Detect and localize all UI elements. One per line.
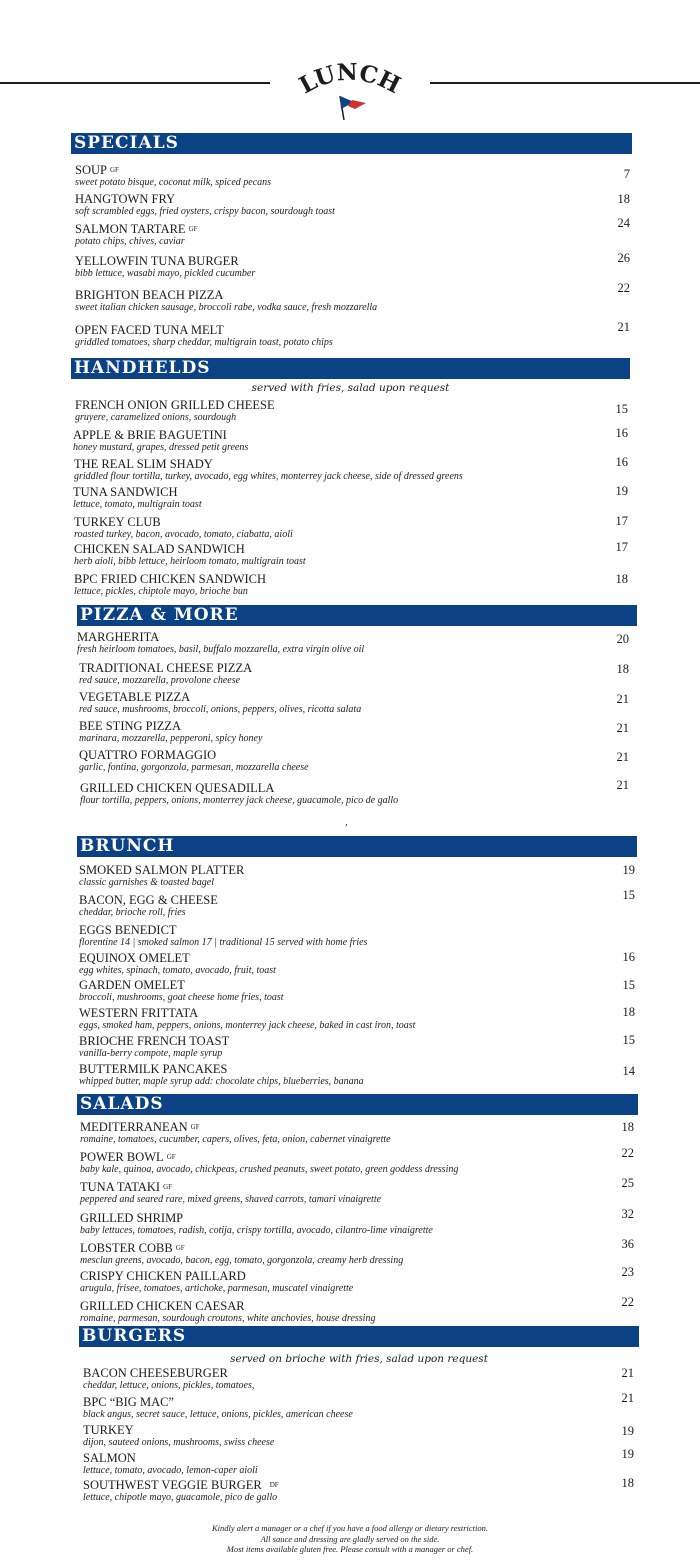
page-title: LUNCH bbox=[294, 62, 405, 100]
item-price: 22 bbox=[621, 1146, 634, 1160]
item-desc: lettuce, tomato, multigrain toast bbox=[73, 499, 202, 510]
menu-item bbox=[77, 630, 637, 656]
item-name: VEGETABLE PIZZA bbox=[79, 690, 191, 704]
item-tag: GF bbox=[166, 1153, 176, 1161]
item-price: 17 bbox=[615, 540, 628, 554]
item-price: 26 bbox=[617, 251, 630, 265]
item-name: HANGTOWN FRY bbox=[75, 192, 176, 206]
section-salads bbox=[77, 1094, 638, 1324]
item-name: TURKEY bbox=[83, 1423, 134, 1437]
item-name: TUNA SANDWICH bbox=[73, 485, 178, 499]
item-price: 15 bbox=[622, 978, 635, 992]
item-price: 20 bbox=[616, 632, 629, 646]
item-price: 19 bbox=[621, 1424, 634, 1438]
item-name: BPC FRIED CHICKEN SANDWICH bbox=[74, 572, 267, 586]
menu-item bbox=[75, 398, 630, 424]
item-desc: marinara, mozzarella, pepperoni, spicy honey bbox=[79, 733, 263, 744]
menu-item bbox=[73, 428, 630, 454]
item-desc: sweet potato bisque, coconut milk, spiced pecans bbox=[75, 177, 272, 188]
menu-item bbox=[74, 515, 630, 541]
section-title: SPECIALS bbox=[71, 133, 632, 154]
flag-icon bbox=[340, 96, 366, 120]
menu-item bbox=[75, 192, 632, 218]
item-price: 16 bbox=[615, 426, 628, 440]
item-name: EGGS BENEDICT bbox=[79, 923, 177, 937]
menu-item bbox=[79, 923, 637, 949]
item-price: 17 bbox=[615, 514, 628, 528]
item-name: MARGHERITA bbox=[77, 630, 160, 644]
menu-item bbox=[75, 216, 632, 248]
item-price: 21 bbox=[616, 778, 629, 792]
allergy-footer bbox=[0, 1523, 700, 1555]
item-price: 7 bbox=[623, 167, 630, 181]
item-price: 16 bbox=[622, 950, 635, 964]
item-desc: eggs, smoked ham, peppers, onions, monterrey jack cheese, baked in cast iron, toast bbox=[79, 1020, 416, 1031]
item-name: SOUP bbox=[75, 163, 107, 177]
item-name: SOUTHWEST VEGGIE BURGER bbox=[83, 1478, 262, 1492]
item-name: THE REAL SLIM SHADY bbox=[74, 457, 213, 471]
item-price: 22 bbox=[621, 1295, 634, 1309]
lunch-logo bbox=[290, 62, 410, 124]
item-tag: GF bbox=[175, 1244, 185, 1252]
item-desc: romaine, parmesan, sourdough croutons, white anchovies, house dressing bbox=[80, 1313, 376, 1324]
section-title: BURGERS bbox=[79, 1326, 639, 1347]
menu-item bbox=[80, 1295, 638, 1325]
item-name: GRILLED SHRIMP bbox=[80, 1211, 184, 1225]
item-price: 22 bbox=[617, 281, 630, 295]
item-desc: potato chips, chives, caviar bbox=[75, 236, 185, 247]
item-name: TURKEY CLUB bbox=[74, 515, 161, 529]
item-desc: flour tortilla, peppers, onions, monterrey jack cheese, guacamole, pico de gallo bbox=[80, 795, 399, 806]
item-name: GARDEN OMELET bbox=[79, 978, 185, 992]
item-name: CHICKEN SALAD SANDWICH bbox=[74, 542, 245, 556]
item-name: BEE STING PIZZA bbox=[79, 719, 182, 733]
item-desc: florentine 14 | smoked salmon 17 | traditional 15 served with home fries bbox=[79, 937, 368, 948]
menu-item bbox=[79, 1034, 637, 1060]
item-price: 18 bbox=[622, 1005, 635, 1019]
item-price: 18 bbox=[621, 1120, 634, 1134]
menu-item bbox=[73, 485, 630, 511]
item-tag: DF bbox=[269, 1481, 279, 1489]
item-price: 14 bbox=[622, 1064, 635, 1078]
menu-item bbox=[79, 661, 637, 687]
menu-item bbox=[83, 1391, 639, 1421]
header-rule-right bbox=[430, 82, 700, 84]
menu-item bbox=[79, 690, 637, 716]
item-price: 15 bbox=[622, 888, 635, 902]
menu-item bbox=[74, 572, 630, 598]
item-desc: mesclun greens, avocado, bacon, egg, tomato, gorgonzola, creamy herb dressing bbox=[80, 1255, 404, 1266]
menu-item bbox=[74, 542, 630, 568]
menu-item bbox=[80, 1176, 638, 1206]
item-price: 21 bbox=[616, 721, 629, 735]
menu-item bbox=[83, 1478, 639, 1504]
item-name: POWER BOWL bbox=[80, 1150, 164, 1164]
item-desc: roasted turkey, bacon, avocado, tomato, ciabatta, aioli bbox=[74, 529, 293, 540]
item-desc: garlic, fontina, gorgonzola, parmesan, mozzarella cheese bbox=[79, 762, 309, 773]
menu-item bbox=[79, 1062, 637, 1088]
item-name: TUNA TATAKI bbox=[80, 1180, 161, 1194]
item-price: 19 bbox=[615, 484, 628, 498]
section-pizza bbox=[77, 605, 637, 806]
menu-item bbox=[79, 951, 637, 977]
menu-item bbox=[80, 1120, 638, 1146]
item-price: 21 bbox=[621, 1366, 634, 1380]
item-desc: griddled tomatoes, sharp cheddar, multigrain toast, potato chips bbox=[75, 337, 333, 348]
menu-item bbox=[80, 1146, 638, 1176]
item-desc: herb aioli, bibb lettuce, heirloom tomato, multigrain toast bbox=[74, 556, 306, 567]
section-brunch bbox=[77, 836, 637, 1087]
item-name: BPC “BIG MAC” bbox=[83, 1395, 174, 1409]
item-desc: black angus, secret sauce, lettuce, onions, pickles, american cheese bbox=[83, 1409, 353, 1420]
item-name: BRIGHTON BEACH PIZZA bbox=[75, 288, 224, 302]
item-name: QUATTRO FORMAGGIO bbox=[79, 748, 217, 762]
menu-item bbox=[79, 888, 637, 919]
item-desc: baby kale, quinoa, avocado, chickpeas, crushed peanuts, sweet potato, green goddess dressing bbox=[80, 1164, 459, 1175]
item-desc: baby lettuces, tomatoes, radish, cotija, crispy tortilla, avocado, cilantro-lime vinaigrette bbox=[80, 1225, 433, 1236]
menu-item bbox=[79, 863, 637, 889]
item-name: CRISPY CHICKEN PAILLARD bbox=[80, 1269, 246, 1283]
item-desc: dijon, sauteed onions, mushrooms, swiss cheese bbox=[83, 1437, 275, 1448]
item-name: EQUINOX OMELET bbox=[79, 951, 190, 965]
item-desc: lettuce, tomato, avocado, lemon-caper aioli bbox=[83, 1465, 258, 1476]
item-desc: romaine, tomatoes, cucumber, capers, olives, feta, onion, cabernet vinaigrette bbox=[80, 1134, 391, 1145]
section-title: SALADS bbox=[77, 1094, 638, 1115]
item-price: 21 bbox=[617, 320, 630, 334]
section-burgers bbox=[79, 1326, 639, 1503]
item-name: BACON, EGG & CHEESE bbox=[79, 893, 218, 907]
item-desc: bibb lettuce, wasabi mayo, pickled cucumber bbox=[75, 268, 256, 279]
item-price: 15 bbox=[622, 1033, 635, 1047]
item-price: 21 bbox=[616, 692, 629, 706]
menu-item bbox=[80, 1207, 638, 1237]
item-price: 21 bbox=[616, 750, 629, 764]
stray-mark: , bbox=[345, 818, 348, 828]
item-desc: red sauce, mozzarella, provolone cheese bbox=[79, 675, 241, 686]
item-price: 25 bbox=[621, 1176, 634, 1190]
item-desc: broccoli, mushrooms, goat cheese home fries, toast bbox=[79, 992, 284, 1003]
item-tag: GF bbox=[109, 166, 119, 174]
item-tag: GF bbox=[163, 1183, 173, 1191]
item-desc: egg whites, spinach, tomato, avocado, fruit, toast bbox=[79, 965, 276, 976]
section-title: BRUNCH bbox=[77, 836, 637, 857]
menu-item bbox=[75, 251, 632, 280]
section-note: served on brioche with fries, salad upon request bbox=[230, 1353, 488, 1365]
svg-text:LUNCH bbox=[295, 62, 405, 99]
item-desc: griddled flour tortilla, turkey, avocado, egg whites, monterrey jack cheese, side of dressed greens bbox=[74, 471, 463, 482]
item-name: FRENCH ONION GRILLED CHEESE bbox=[75, 398, 275, 412]
item-price: 18 bbox=[616, 662, 629, 676]
menu-item bbox=[83, 1447, 639, 1477]
item-price: 15 bbox=[615, 402, 628, 416]
section-specials bbox=[71, 133, 632, 348]
item-tag: GF bbox=[190, 1123, 200, 1131]
item-price: 18 bbox=[617, 192, 630, 206]
menu-item bbox=[79, 748, 637, 774]
item-desc: lettuce, pickles, chiptole mayo, brioche bun bbox=[74, 586, 248, 597]
item-desc: peppered and seared rare, mixed greens, shaved carrots, tamari vinaigrette bbox=[80, 1194, 382, 1205]
menu-item bbox=[80, 778, 637, 807]
item-tag: GF bbox=[188, 225, 198, 233]
item-name: YELLOWFIN TUNA BURGER bbox=[75, 254, 239, 268]
item-name: MEDITERRANEAN bbox=[80, 1120, 188, 1134]
item-price: 18 bbox=[615, 572, 628, 586]
item-price: 16 bbox=[615, 455, 628, 469]
item-name: BACON CHEESEBURGER bbox=[83, 1366, 228, 1380]
item-price: 36 bbox=[621, 1237, 634, 1251]
item-name: SMOKED SALMON PLATTER bbox=[79, 863, 245, 877]
item-price: 18 bbox=[621, 1476, 634, 1490]
section-note: served with fries, salad upon request bbox=[251, 382, 450, 394]
item-name: SALMON bbox=[83, 1451, 136, 1465]
item-name: BUTTERMILK PANCAKES bbox=[79, 1062, 228, 1076]
item-name: SALMON TARTARE bbox=[75, 222, 186, 236]
item-price: 19 bbox=[622, 863, 635, 877]
item-desc: cheddar, lettuce, onions, pickles, tomatoes, bbox=[83, 1380, 255, 1391]
item-name: OPEN FACED TUNA MELT bbox=[75, 323, 224, 337]
menu-item bbox=[80, 1237, 638, 1267]
item-desc: arugula, frisee, tomatoes, artichoke, parmesan, muscatel vinaigrette bbox=[80, 1283, 354, 1294]
item-desc: lettuce, chipotle mayo, guacamole, pico de gallo bbox=[83, 1492, 278, 1503]
section-handhelds bbox=[71, 358, 630, 597]
menu-item bbox=[74, 457, 630, 483]
item-desc: cheddar, brioche roll, fries bbox=[79, 907, 186, 918]
item-name: WESTERN FRITTATA bbox=[79, 1006, 199, 1020]
footer-line: Most items available gluten free. Please consult with a manager or chef. bbox=[226, 1544, 474, 1554]
item-name: GRILLED CHICKEN CAESAR bbox=[80, 1299, 245, 1313]
item-desc: honey mustard, grapes, dressed petit greens bbox=[73, 442, 249, 453]
item-desc: vanilla-berry compote, maple syrup bbox=[79, 1048, 223, 1059]
item-desc: fresh heirloom tomatoes, basil, buffalo mozzarella, extra virgin olive oil bbox=[77, 644, 365, 655]
item-desc: red sauce, mushrooms, broccoli, onions, peppers, olives, ricotta salata bbox=[79, 704, 362, 715]
item-name: GRILLED CHICKEN QUESADILLA bbox=[80, 781, 275, 795]
menu-header bbox=[0, 62, 700, 132]
item-price: 21 bbox=[621, 1391, 634, 1405]
item-desc: sweet italian chicken sausage, broccoli rabe, vodka sauce, fresh mozzarella bbox=[75, 302, 378, 313]
item-name: BRIOCHE FRENCH TOAST bbox=[79, 1034, 230, 1048]
menu-item bbox=[75, 320, 632, 349]
item-desc: gruyere, caramelized onions, sourdough bbox=[75, 412, 237, 423]
menu-item bbox=[79, 719, 637, 745]
item-price: 23 bbox=[621, 1265, 634, 1279]
menu-item bbox=[79, 1006, 637, 1032]
menu-item bbox=[80, 1265, 638, 1295]
footer-line: All sauce and dressing are gladly served on the side. bbox=[260, 1533, 440, 1544]
footer-line: Kindly alert a manager or a chef if you have a food allergy or dietary restriction. bbox=[211, 1523, 489, 1533]
section-title: PIZZA & MORE bbox=[77, 605, 637, 626]
item-desc: soft scrambled eggs, fried oysters, crispy bacon, sourdough toast bbox=[75, 206, 335, 217]
item-desc: classic garnishes & toasted bagel bbox=[79, 877, 214, 888]
item-price: 32 bbox=[621, 1207, 634, 1221]
item-desc: whipped butter, maple syrup add: chocolate chips, blueberries, banana bbox=[79, 1076, 364, 1087]
menu-item bbox=[75, 281, 632, 314]
menu-item bbox=[83, 1366, 639, 1392]
item-name: APPLE & BRIE BAGUETINI bbox=[73, 428, 227, 442]
menu-item bbox=[83, 1423, 639, 1449]
header-rule-left bbox=[0, 82, 270, 84]
item-name: TRADITIONAL CHEESE PIZZA bbox=[79, 661, 253, 675]
item-price: 19 bbox=[621, 1447, 634, 1461]
menu-item bbox=[75, 163, 632, 189]
item-name: LOBSTER COBB bbox=[80, 1241, 173, 1255]
menu-item bbox=[79, 978, 637, 1004]
section-title: HANDHELDS bbox=[71, 358, 630, 379]
item-price: 24 bbox=[617, 216, 630, 230]
